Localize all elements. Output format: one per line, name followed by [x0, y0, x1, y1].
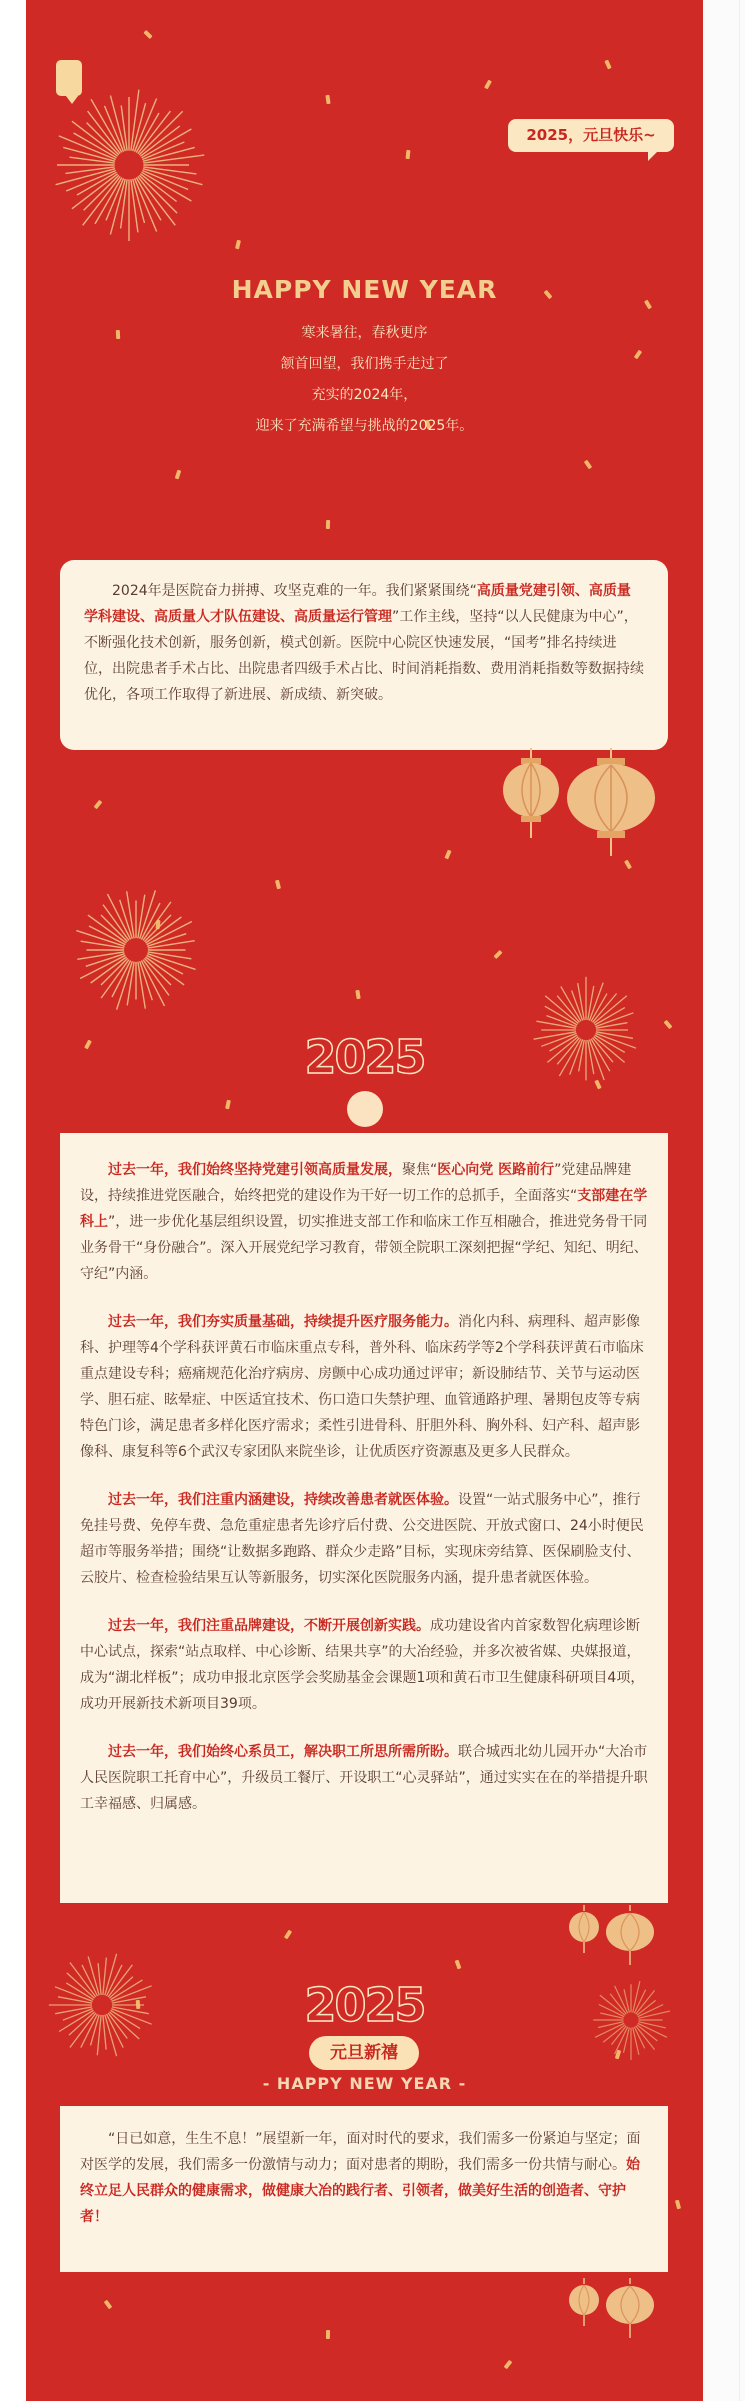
achievements-card	[60, 1133, 668, 1903]
achievement-text: 设置“一站式服务中心”，推行免挂号费、免停车费、急危重症患者先诊疗后付费、公交进医院、开放式窗口、24小时便民超市等服务举措；围绕“让数据多跑路、群众少走路”目标，实现床旁结算、医保刷脸支付、云胶片、检查检验结果互认等新服务，切实深化医院服务内涵，提升患者就医体验。	[80, 1492, 644, 1586]
sun-decoration	[347, 1091, 383, 1127]
achievement-text: 联合城西北幼儿园开办“大冶市人民医院职工托育中心”，升级员工餐厅、开设职工“心灵驿站”，通过实实在在的举措提升职工幸福感、归属感。	[80, 1744, 648, 1812]
confetti-piece	[664, 1020, 673, 1029]
confetti-piece	[504, 2360, 513, 2370]
lantern-icon	[568, 2278, 600, 2328]
lantern-icon	[604, 1905, 656, 1967]
intro-text: ”工作主线，坚持“以人民健康为中心”，不断强化技术创新，服务创新，模式创新。医院中心院区快速发展，“国考”排名持续进位，出院患者手术占比、出院患者四级手术占比、时间消耗指数、费用消耗指数等数据持续优化，各项工作取得了新进展、新成绩、新突破。	[84, 609, 644, 703]
achievement-paragraph	[80, 1157, 648, 1287]
achievement-lead: 过去一年，我们夯实质量基础，持续提升医疗服务能力。	[108, 1314, 458, 1330]
confetti-piece	[94, 800, 103, 810]
achievement-highlight: 医心向党 医路前行	[437, 1162, 555, 1178]
achievement-lead: 过去一年，我们始终心系员工，解决职工所思所需所盼。	[108, 1744, 458, 1760]
year-mark-text: 2025	[304, 1030, 425, 1084]
confetti-piece	[455, 1960, 462, 1970]
achievement-lead: 过去一年，我们注重品牌建设，不断开展创新实践。	[108, 1618, 430, 1634]
confetti-piece	[225, 1100, 231, 1110]
firework-decoration	[66, 880, 206, 1020]
right-margin	[703, 0, 745, 2401]
poem-line: 寒来暑往，春秋更序	[301, 325, 428, 341]
achievement-lead: 过去一年，我们注重内涵建设，持续改善患者就医体验。	[108, 1492, 458, 1508]
confetti-piece	[284, 1930, 292, 1940]
poem-line: 迎来了充满希望与挑战的2025年。	[255, 418, 474, 434]
closing-card	[60, 2106, 668, 2272]
confetti-piece	[326, 2330, 330, 2339]
confetti-piece	[604, 60, 611, 70]
confetti-piece	[275, 880, 281, 890]
confetti-piece	[143, 30, 152, 39]
speech-bubble-icon	[56, 60, 82, 96]
year-mark-text: 2025	[304, 1978, 425, 2032]
confetti-piece	[325, 95, 330, 104]
lantern-icon	[501, 748, 561, 840]
poem-line: 充实的2024年，	[311, 387, 418, 403]
achievement-paragraph	[80, 1309, 648, 1465]
confetti-piece	[406, 150, 411, 159]
closing-text: “日已如意，生生不息！”展望新一年，面对时代的要求，我们需多一份紧迫与坚定；面对医学的发展，我们需多一份激情与动力；面对患者的期盼，我们需多一份共情与耐心。	[80, 2131, 641, 2173]
new-year-badge: 元旦新禧	[309, 2036, 419, 2070]
confetti-piece	[493, 950, 502, 959]
confetti-piece	[326, 520, 330, 529]
poster	[26, 0, 703, 2401]
achievement-lead: 过去一年，我们始终坚持党建引领高质量发展，	[108, 1162, 402, 1178]
confetti-piece	[235, 240, 241, 250]
confetti-piece	[624, 860, 632, 870]
achievement-text: 消化内科、病理科、超声影像科、护理等4个学科获评黄石市临床重点专科，普外科、临床药学等2个学科获评黄石市临床重点建设专科；癌痛规范化治疗病房、房颤中心成功通过评审；新设肺结节、关节与运动医学、胆石症、眩晕症、中医适宜技术、伤口造口失禁护理、血管通路护理、暑期包皮等专病特色门诊，满足患者多样化医疗需求；柔性引进骨科、肝胆外科、胸外科、妇产科、超声影像科、康复科等6个武汉专家团队来院坐诊，让优质医疗资源惠及更多人民群众。	[80, 1314, 644, 1460]
greeting-tag: 2025，元旦快乐~	[508, 119, 674, 152]
achievement-paragraph	[80, 1487, 648, 1591]
achievement-text: ”，进一步优化基层组织设置，切实推进支部工作和临床工作互相融合，推进党务骨干同业务骨干“身份融合”。深入开展党纪学习教育，带领全院职工深刻把握“学纪、知纪、明纪、守纪”内涵。	[80, 1214, 648, 1282]
achievement-text: ”党建品牌建设，持续推进党医融合，始终把党的建设作为干好一切工作的总抓手，全面落实“	[80, 1162, 632, 1204]
intro-highlight: 高质量党建引领、高质量学科建设、高质量人才队伍建设、高质量运行管理	[84, 583, 631, 625]
year-mark-footer	[26, 1978, 703, 2032]
achievement-text: 聚焦“	[402, 1162, 438, 1178]
lantern-icon	[563, 748, 659, 858]
poem	[26, 318, 703, 442]
lantern-icon	[568, 1905, 600, 1955]
confetti-piece	[484, 80, 492, 90]
year-mark	[26, 1030, 703, 1084]
intro-text: 2024年是医院奋力拼搏、攻坚克难的一年。我们紧紧围绕“	[112, 583, 477, 599]
achievement-text: 成功建设省内首家数智化病理诊断中心试点，探索“站点取样、中心诊断、结果共享”的大冶经验，并多次被省媒、央媒报道，成为“湖北样板”；成功申报北京医学会奖励基金会课题1项和黄石市卫生健康科研项目4项，成功开展新技术新项目39项。	[80, 1618, 645, 1712]
achievement-paragraph	[80, 1739, 648, 1817]
intro-paragraph	[84, 578, 644, 708]
confetti-piece	[584, 460, 592, 470]
closing-paragraph	[80, 2126, 648, 2230]
intro-card	[60, 560, 668, 750]
confetti-piece	[104, 2300, 113, 2310]
confetti-piece	[675, 2200, 681, 2210]
margin-line	[739, 0, 740, 2401]
page-title: HAPPY NEW YEAR	[231, 275, 498, 304]
achievement-paragraph	[80, 1613, 648, 1717]
footer-subtitle: - HAPPY NEW YEAR -	[262, 2074, 467, 2093]
lantern-icon	[604, 2278, 656, 2340]
confetti-piece	[355, 990, 360, 1000]
achievement-highlight: 支部建在学科上	[80, 1188, 648, 1230]
poem-line: 颔首回望，我们携手走过了	[280, 356, 449, 372]
firework-decoration	[44, 80, 214, 250]
confetti-piece	[444, 850, 451, 860]
closing-highlight: 始终立足人民群众的健康需求，做健康大冶的践行者、引领者，做美好生活的创造者、守护者！	[80, 2157, 640, 2225]
confetti-piece	[175, 470, 182, 480]
